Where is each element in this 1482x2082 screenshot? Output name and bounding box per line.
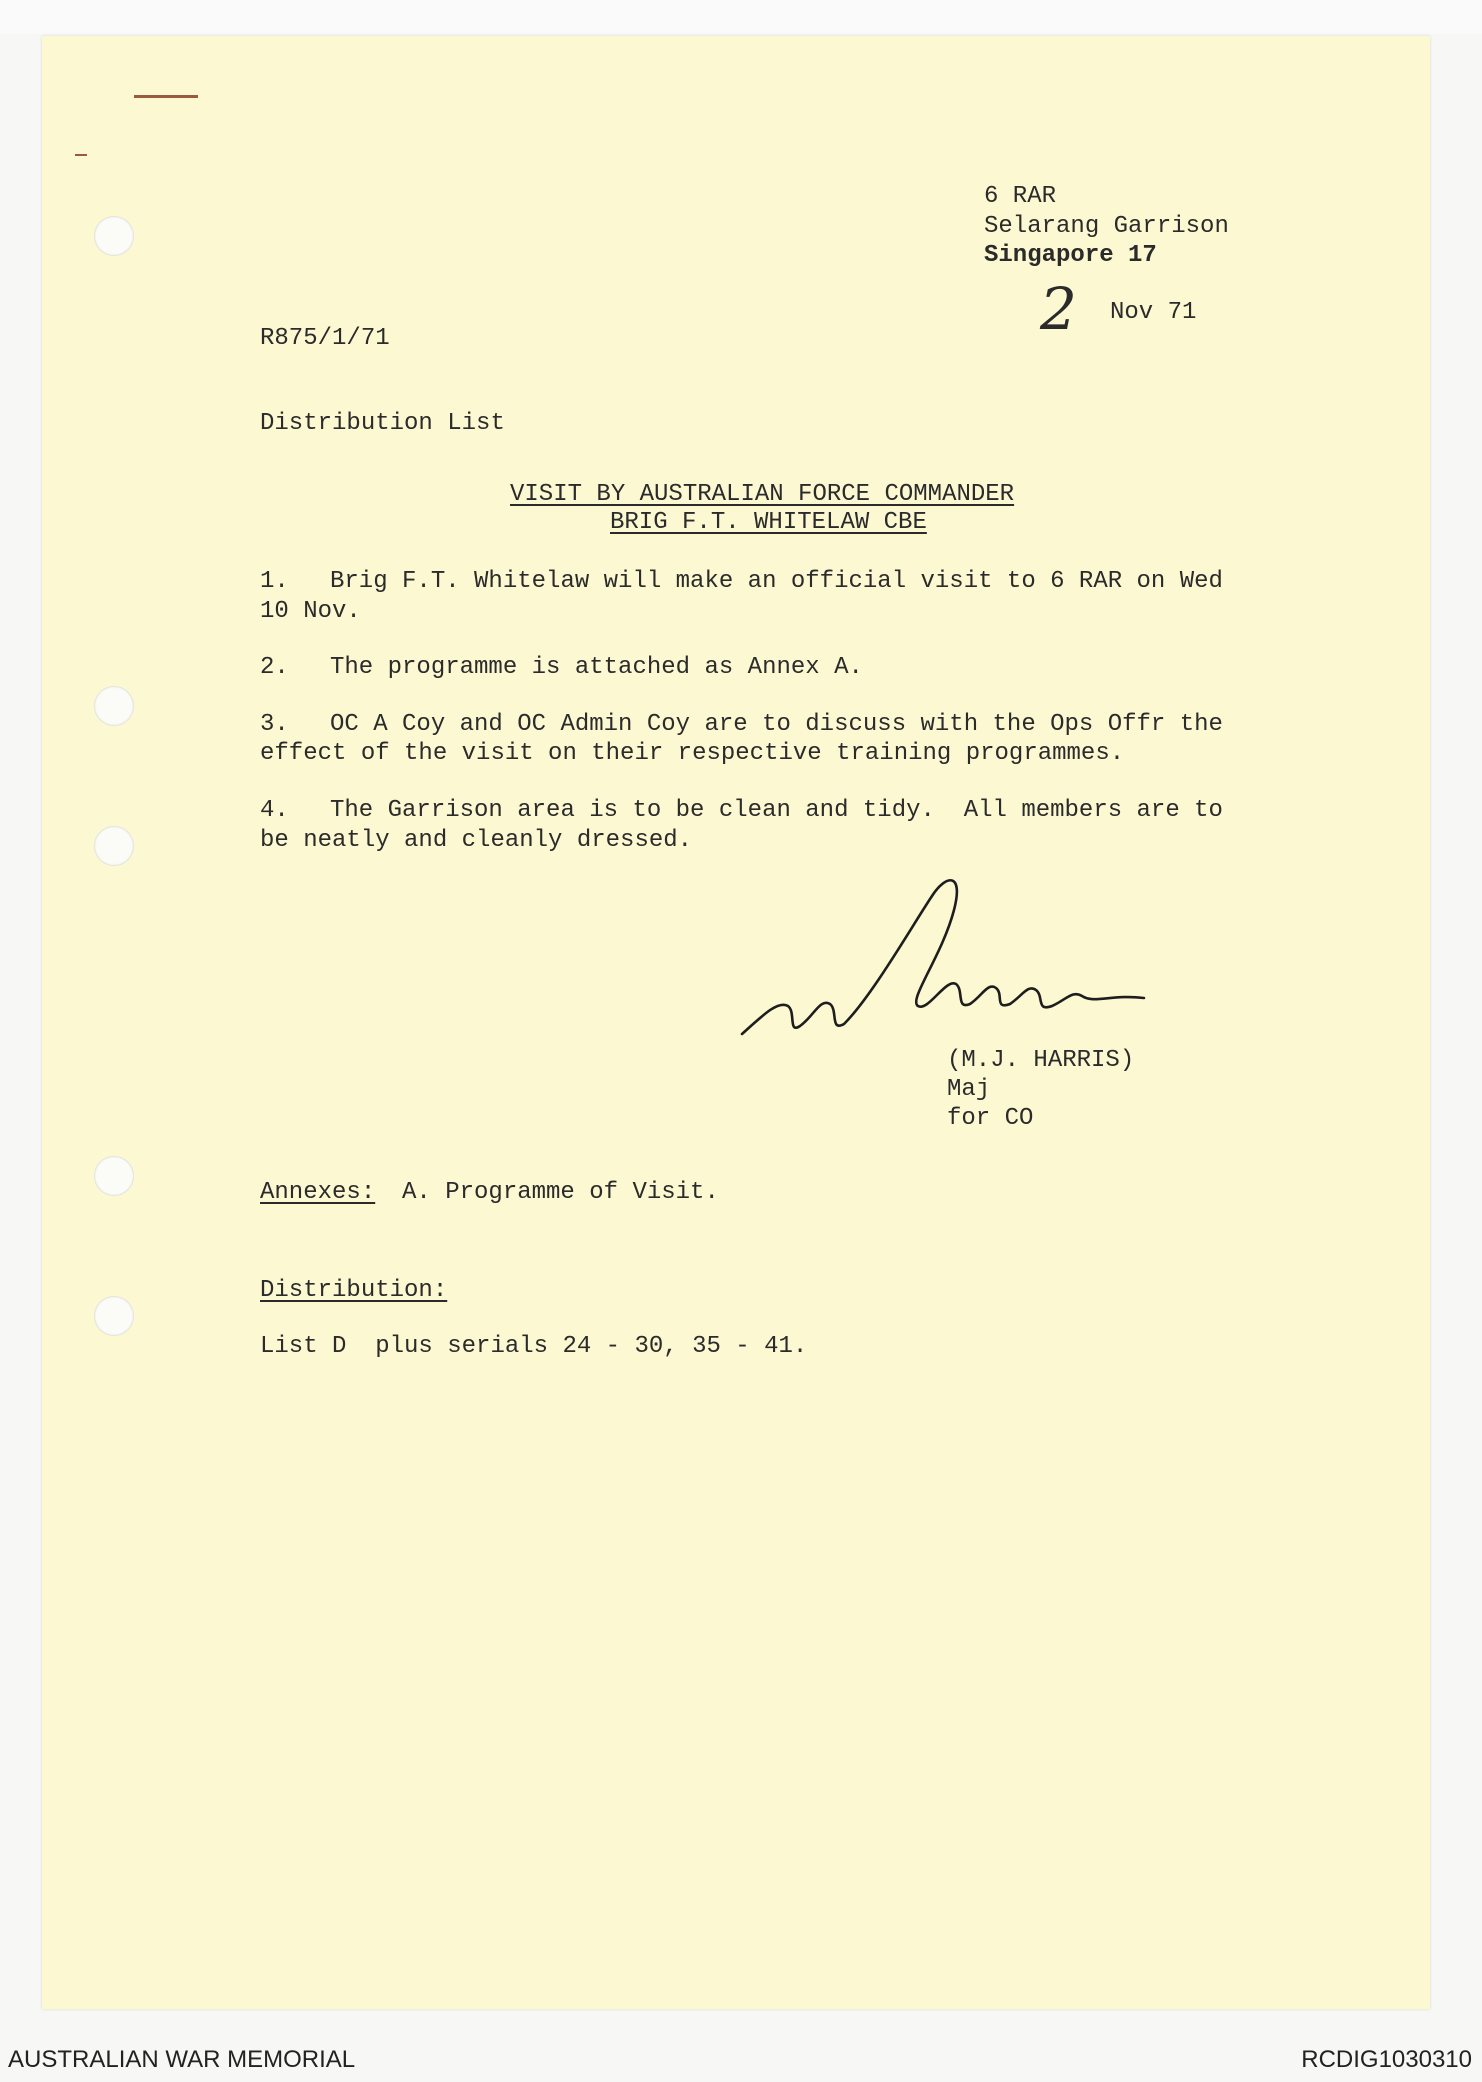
para-3-continuation: effect of the visit on their respective training programmes. [260,740,1125,767]
handwritten-signature [732,866,1212,1066]
punch-hole-3 [94,826,134,866]
para-2-number: 2. [260,654,289,681]
distribution-text: List D plus serials 24 - 30, 35 - 41. [260,1333,808,1360]
punch-hole-2 [94,686,134,726]
footer-catalogue-id: RCDIG1030310 [1301,2046,1472,2073]
date-day: 2 [1040,275,1077,343]
punch-hole-5 [94,1296,134,1336]
annexes-label: Annexes: [260,1179,376,1206]
para-3-number: 3. [260,711,289,738]
date: Nov 71 [1110,299,1197,326]
distribution-label: Distribution: [260,1277,448,1304]
para-1-text: Brig F.T. Whitelaw will make an official visit to 6 RAR on Wed [330,568,1223,595]
para-3-text: OC A Coy and OC Admin Coy are to discuss with the Ops Offr the [330,711,1223,738]
title-line-1: VISIT BY AUSTRALIAN FORCE COMMANDER [510,481,1015,508]
signatory-name: (M.J. HARRIS) [947,1047,1135,1074]
document-page [42,36,1430,2009]
signatory-role: for CO [947,1105,1034,1132]
signatory-rank: Maj [947,1076,991,1103]
reference-number: R875/1/71 [260,325,390,352]
title-line-2: BRIG F.T. WHITELAW CBE [610,509,927,536]
footer-institution: AUSTRALIAN WAR MEMORIAL [8,2046,356,2073]
unit-name: 6 RAR [984,183,1057,210]
top-strip [0,0,1482,34]
ink-mark [75,154,87,156]
para-2-text: The programme is attached as Annex A. [330,654,863,681]
unit-city: Singapore 17 [984,242,1157,269]
para-4-continuation: be neatly and cleanly dressed. [260,827,693,854]
para-1-number: 1. [260,568,289,595]
annexes-text: A. Programme of Visit. [402,1179,719,1206]
unit-location: Selarang Garrison [984,213,1229,240]
addressee: Distribution List [260,410,505,437]
punch-hole-1 [94,216,134,256]
para-4-text: The Garrison area is to be clean and tidy. All members are to [330,797,1223,824]
punch-hole-4 [94,1156,134,1196]
para-1-continuation: 10 Nov. [260,598,361,625]
para-4-number: 4. [260,797,289,824]
staple-mark [134,95,198,98]
